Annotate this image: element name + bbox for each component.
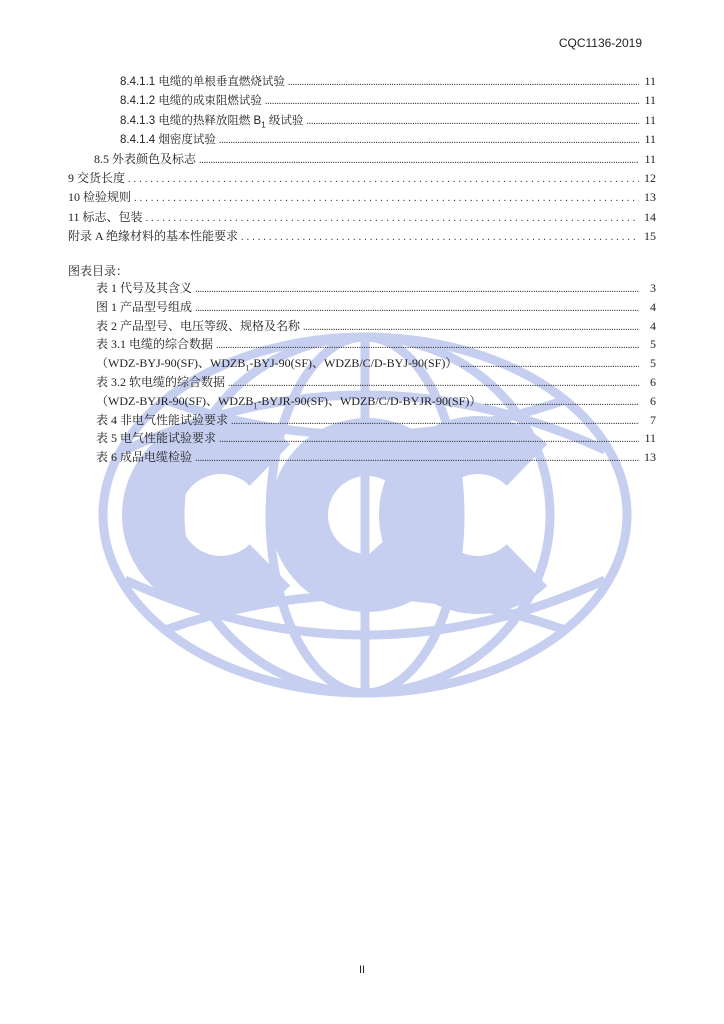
toc-entry[interactable]: [68, 188, 656, 207]
figure-entry-page: 3: [650, 281, 656, 295]
toc-entry-page: 11: [644, 112, 656, 127]
figure-entry[interactable]: [96, 317, 656, 336]
figure-entry-title-suffix: -BYJR-90(SF)、WDZB/C/D-BYJR-90(SF)）: [257, 393, 482, 408]
figure-entry-page: 6: [650, 374, 656, 389]
figure-entry-title: 表 4 非电气性能试验要求: [96, 412, 229, 427]
document-code: CQC1136-2019: [558, 36, 642, 50]
figure-entry-title: 表 3.1 电缆的综合数据: [96, 337, 214, 352]
toc-leader-dots: [195, 450, 639, 469]
figure-entry-page: 7: [650, 412, 656, 427]
figure-entry-title: [96, 392, 481, 411]
figure-entry-page: 11: [644, 431, 656, 446]
toc-entry-page: 15: [644, 229, 656, 244]
toc-entry-title: 10 检验规则: [68, 190, 132, 205]
figure-entry-title: 表 6 成品电缆检验: [96, 450, 193, 465]
toc-entry-title: 11 标志、包装: [68, 209, 143, 224]
toc-entry-title: 附录 A 绝缘材料的基本性能要求: [68, 229, 239, 244]
figure-entry-title: 表 1 代号及其含义: [96, 281, 193, 295]
figure-entry[interactable]: [96, 354, 656, 373]
toc-entry[interactable]: [68, 227, 656, 246]
toc-leader-dots: [460, 356, 639, 375]
toc-entry-page: 11: [644, 93, 656, 108]
toc-leader-dots: [195, 281, 639, 300]
toc-entry[interactable]: [68, 111, 656, 130]
figure-entry-title: 图 1 产品型号组成: [96, 299, 193, 314]
toc-leader-dots: [231, 413, 639, 432]
figure-entry-title: 表 5 电气性能试验要求: [96, 431, 217, 446]
figure-entry-page: 5: [650, 337, 656, 352]
toc-leader-dots: [219, 131, 639, 150]
table-of-contents: [68, 72, 656, 247]
figure-entry-title-main: （WDZ-BYJR-90(SF)、WDZB: [96, 393, 254, 408]
figure-entry-page: 4: [650, 299, 656, 314]
toc-entry-title: 8.5 外表颜色及标志: [94, 151, 197, 166]
toc-entry[interactable]: [68, 208, 656, 227]
toc-entry-title-suffix: 级试验: [265, 114, 304, 127]
toc-entry-page: 12: [644, 170, 656, 185]
toc-leader-dots: [306, 112, 639, 131]
figures-list-heading: 图表目录：: [68, 264, 129, 278]
figure-entry-title: [96, 354, 457, 373]
figures-list: [96, 279, 656, 467]
figure-entry-title-subscript: 1: [253, 401, 258, 411]
toc-leader-dots: [288, 73, 639, 92]
toc-leader-dots: [484, 394, 639, 413]
toc-entry-title: 8.4.1.2 电缆的成束阻燃试验: [120, 95, 262, 108]
figure-entry-page: 5: [650, 356, 656, 371]
toc-leader-dots: [128, 170, 639, 189]
toc-leader-dots: [303, 319, 639, 338]
figure-entry[interactable]: [96, 335, 656, 354]
figure-entry-title-subscript: 1: [245, 363, 250, 373]
figure-entry-title-main: （WDZ-BYJ-90(SF)、WDZB: [96, 356, 246, 371]
figure-entry-title: 表 3.2 软电缆的综合数据: [96, 374, 226, 389]
figure-entry[interactable]: [96, 411, 656, 430]
figure-entry-page: 13: [644, 450, 656, 465]
figure-entry[interactable]: [96, 392, 656, 411]
toc-entry[interactable]: [68, 150, 656, 169]
toc-leader-dots: [146, 209, 639, 228]
toc-entry-page: 11: [644, 132, 656, 147]
figure-entry-title: 表 2 产品型号、电压等级、规格及名称: [96, 318, 301, 333]
toc-leader-dots: [241, 228, 639, 247]
toc-leader-dots: [265, 92, 639, 111]
figure-entry[interactable]: [96, 373, 656, 392]
toc-entry-page: 11: [644, 151, 656, 166]
page-number: II: [358, 964, 366, 976]
toc-leader-dots: [219, 431, 639, 450]
toc-entry[interactable]: [68, 91, 656, 110]
toc-entry-page: 13: [644, 190, 656, 205]
figure-entry[interactable]: [96, 298, 656, 317]
figure-entry-page: 6: [650, 393, 656, 408]
toc-entry-title: 9 交货长度: [68, 170, 126, 185]
figure-entry-title-suffix: -BYJ-90(SF)、WDZB/C/D-BYJ-90(SF)）: [249, 356, 458, 371]
toc-entry-title-main: 8.4.1.3 电缆的热释放阻燃 B: [120, 114, 262, 127]
toc-entry-title-subscript: 1: [261, 120, 266, 130]
figure-entry-page: 4: [650, 318, 656, 333]
toc-leader-dots: [134, 189, 639, 208]
figure-entry[interactable]: [96, 279, 656, 298]
toc-entry-title: [120, 112, 303, 131]
figure-entry[interactable]: [96, 448, 656, 467]
toc-entry-title: 8.4.1.4 烟密度试验: [120, 134, 216, 147]
toc-entry[interactable]: [68, 130, 656, 149]
toc-leader-dots: [199, 151, 639, 170]
toc-entry-title: 8.4.1.1 电缆的单根垂直燃烧试验: [120, 76, 285, 88]
toc-entry[interactable]: [68, 169, 656, 188]
figure-entry[interactable]: [96, 429, 656, 448]
toc-entry[interactable]: [68, 72, 656, 91]
toc-entry-page: 14: [644, 209, 656, 224]
toc-entry-page: 11: [644, 74, 656, 88]
